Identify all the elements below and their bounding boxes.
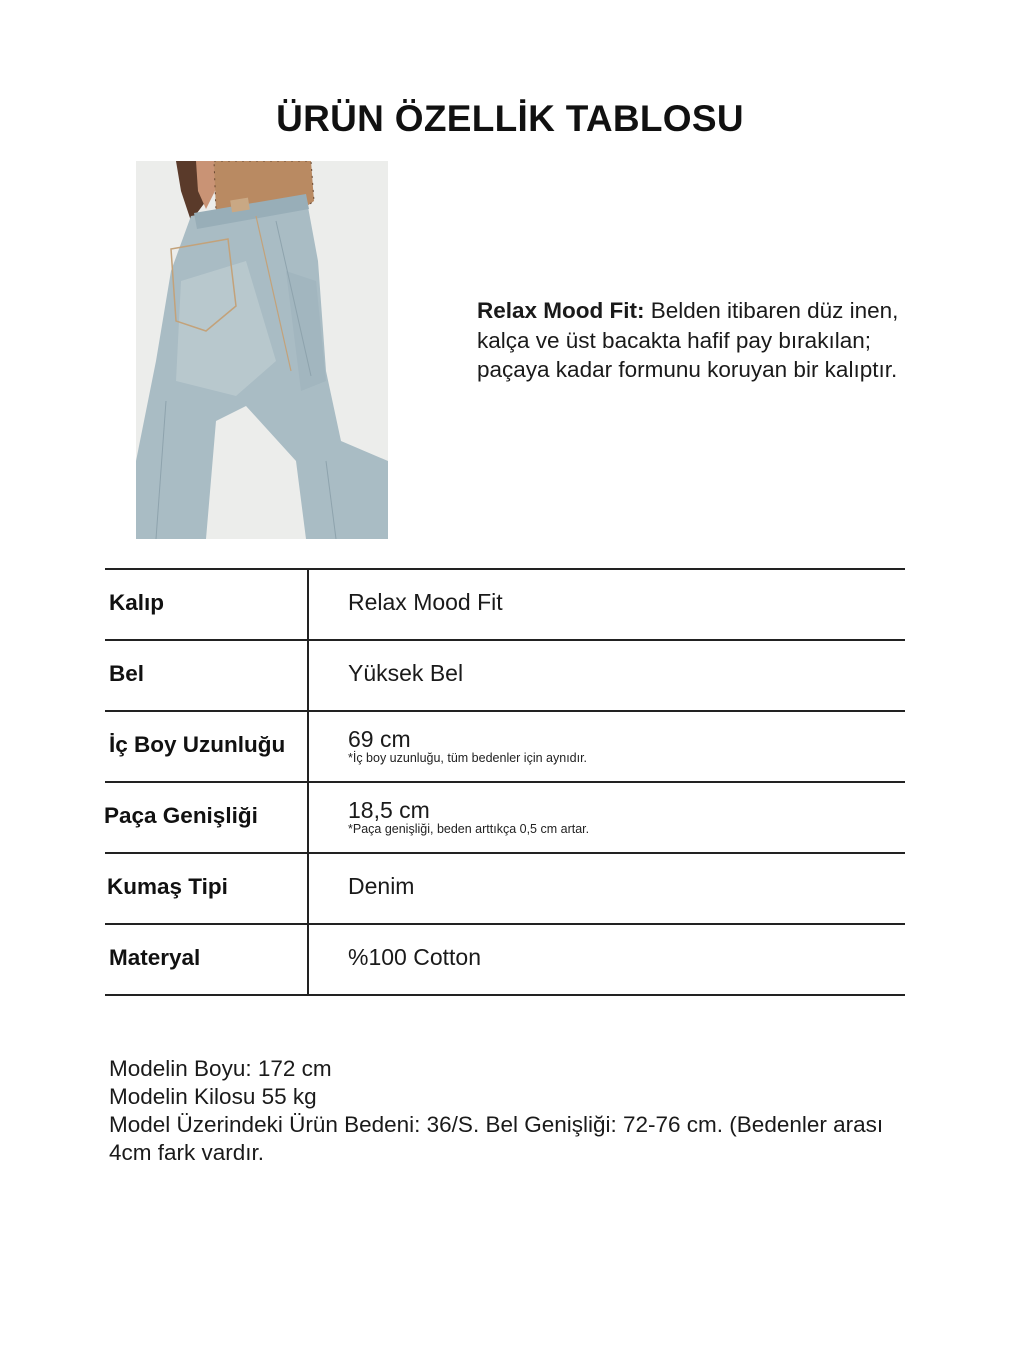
column-divider	[307, 712, 309, 781]
spec-key: Kalıp	[109, 590, 165, 615]
table-row	[105, 852, 905, 923]
spec-key: Bel	[109, 661, 145, 686]
spec-value: %100 Cotton	[348, 944, 481, 970]
table-row	[105, 781, 905, 852]
model-weight: Modelin Kilosu 55 kg	[109, 1084, 317, 1109]
spec-value: Relax Mood Fit	[348, 589, 503, 615]
jeans-model-photo-icon	[136, 161, 388, 539]
spec-key: Kumaş Tipi	[107, 874, 228, 899]
table-row	[105, 710, 905, 781]
spec-note: *İç boy uzunluğu, tüm bedenler için aynıdır.	[348, 751, 588, 765]
spec-key: Materyal	[109, 945, 201, 970]
model-height: Modelin Boyu: 172 cm	[109, 1056, 332, 1081]
table-row	[105, 568, 905, 639]
product-photo	[136, 161, 388, 539]
spec-value	[348, 798, 589, 836]
spec-value: Denim	[348, 873, 415, 899]
spec-value: Yüksek Bel	[348, 660, 464, 686]
fit-description-text: Belden itibaren düz inen, kalça ve üst bacakta hafif pay bırakılan; paçaya kadar formunu koruyan bir kalıptır.	[477, 298, 899, 382]
spec-value-main: 18,5 cm	[348, 797, 430, 823]
column-divider	[307, 783, 309, 852]
spec-value	[348, 727, 587, 765]
model-size: Model Üzerindeki Ürün Bedeni: 36/S. Bel Genişliği: 72-76 cm. (Bedenler arası 4cm fark vardır.	[109, 1112, 884, 1165]
spec-table	[105, 568, 905, 996]
column-divider	[307, 925, 309, 994]
page-title: ÜRÜN ÖZELLİK TABLOSU	[276, 98, 744, 139]
fit-description	[477, 296, 922, 385]
column-divider	[307, 854, 309, 923]
model-info	[109, 1055, 899, 1167]
fit-description-lead: Relax Mood Fit:	[477, 298, 645, 323]
column-divider	[307, 641, 309, 710]
spec-key: Paça Genişliği	[104, 803, 258, 828]
spec-key: İç Boy Uzunluğu	[109, 732, 286, 757]
spec-value-main: 69 cm	[348, 726, 411, 752]
table-row	[105, 923, 905, 996]
table-row	[105, 639, 905, 710]
spec-note: *Paça genişliği, beden arttıkça 0,5 cm artar.	[348, 822, 590, 836]
column-divider	[307, 570, 309, 639]
